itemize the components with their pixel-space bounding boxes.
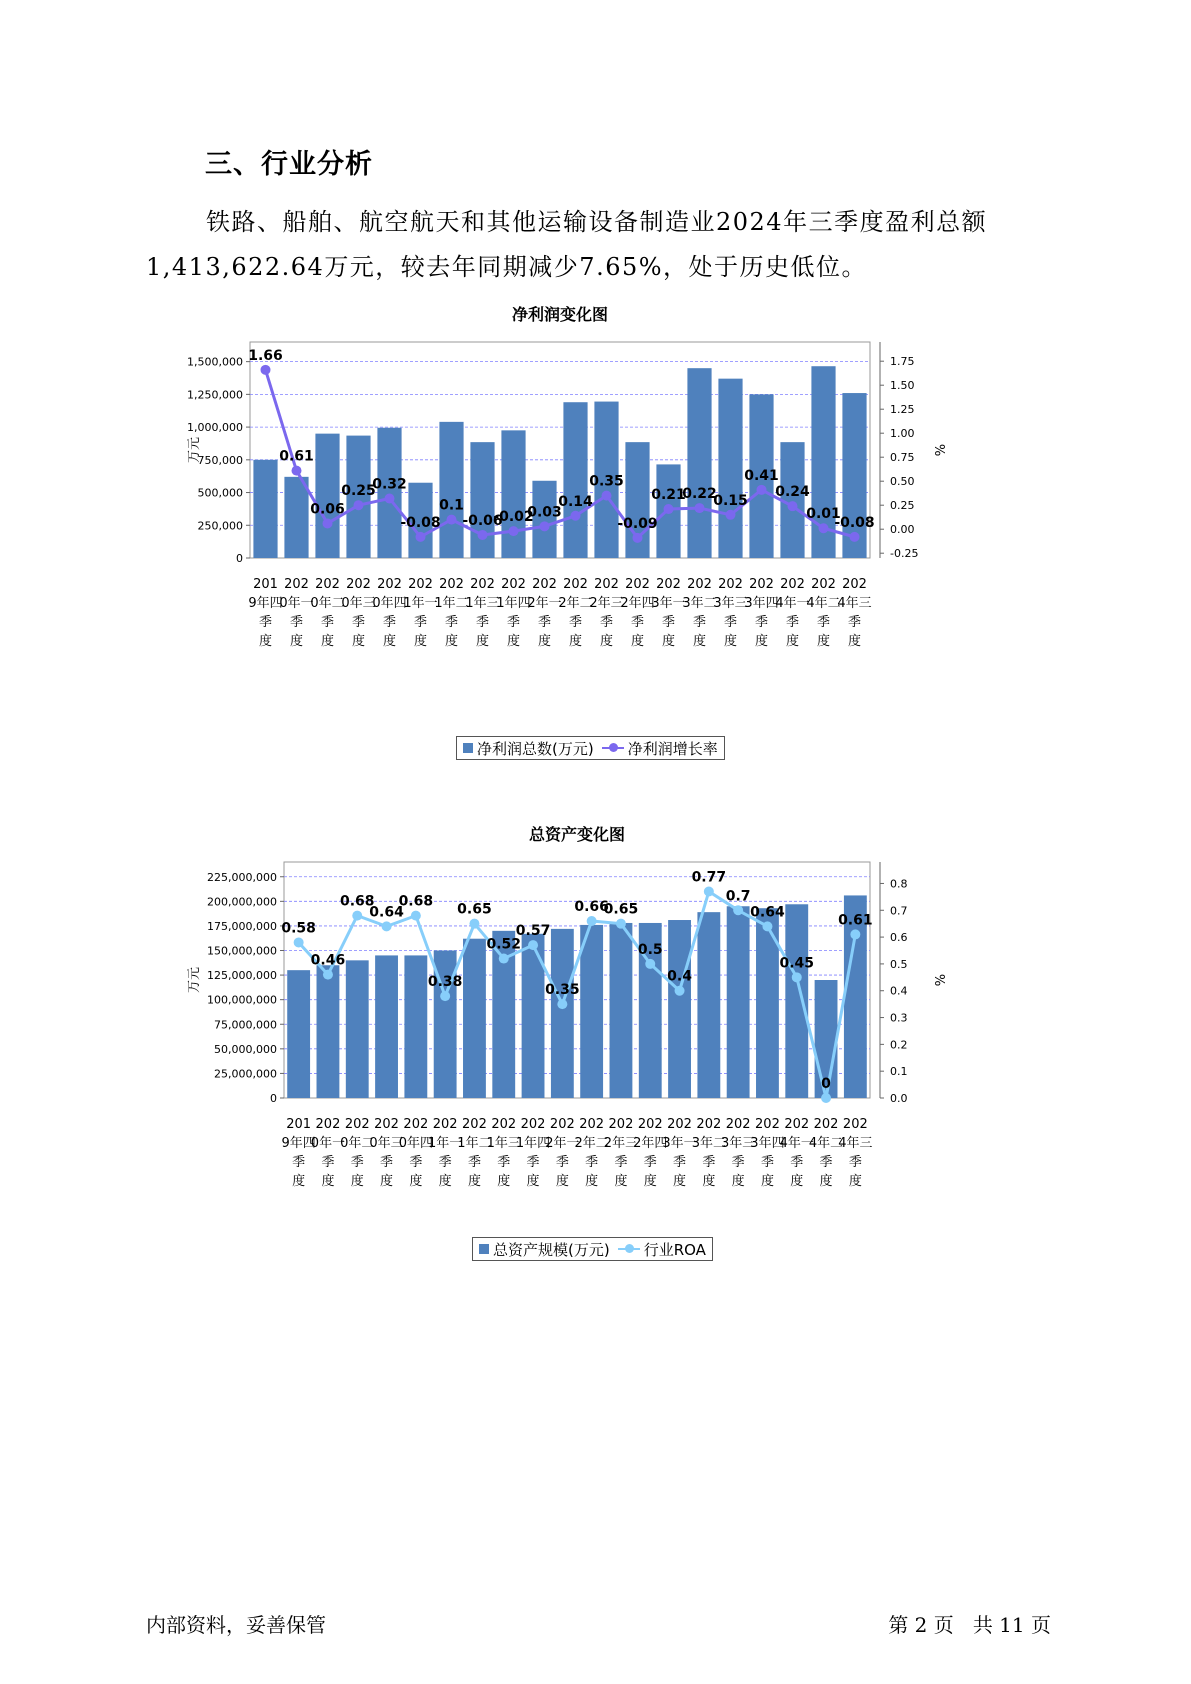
bar: [253, 460, 277, 558]
data-label: 0.03: [527, 504, 562, 521]
line-point: [616, 919, 626, 929]
data-label: 0.58: [281, 920, 316, 937]
bar: [404, 955, 427, 1098]
data-label: -0.09: [617, 515, 658, 532]
legend-line-label: 行业ROA: [643, 1240, 706, 1259]
bar: [563, 402, 587, 558]
line-point: [509, 526, 519, 536]
x-tick-label: 202 0年三季度: [369, 1117, 404, 1189]
bar: [315, 434, 339, 558]
analysis-paragraph: 铁路、船舶、航空航天和其他运输设备制造业2024年三季度盈利总额1,413,622.64万元，较去年同期减少7.65%，处于历史低位。: [146, 208, 988, 281]
data-label: 0.15: [713, 492, 748, 509]
x-tick-label: 202 1年四季度: [496, 577, 531, 649]
line-point: [733, 905, 743, 915]
data-label: 0.64: [369, 904, 404, 921]
x-tick-label: 202 3年二季度: [691, 1117, 726, 1189]
line-point: [762, 921, 772, 931]
line-point: [528, 940, 538, 950]
section-title: 三、行业分析: [205, 149, 373, 180]
line-point: [478, 530, 488, 540]
data-label: 0.64: [750, 904, 785, 921]
y-tick-label: 175,000,000: [207, 919, 277, 933]
y2-axis-title: %: [934, 443, 949, 457]
line-point: [292, 466, 302, 476]
bar: [463, 939, 486, 1098]
bar: [610, 923, 633, 1098]
y2-tick-label: 0.00: [890, 523, 915, 537]
y-axis-title: 万元: [187, 966, 202, 994]
line-point: [382, 921, 392, 931]
data-label: 0.61: [279, 448, 314, 465]
data-label: 0.65: [457, 901, 492, 918]
bar: [470, 442, 494, 558]
x-tick-label: 202 2年三季度: [603, 1117, 639, 1189]
y2-tick-label: 0.50: [890, 475, 915, 489]
y2-tick-label: 0.7: [890, 904, 908, 918]
line-point: [850, 929, 860, 939]
bar: [785, 904, 808, 1098]
bar: [687, 368, 711, 558]
line-point: [385, 493, 395, 503]
legend-line-label: 净利润增长率: [627, 739, 718, 758]
data-label: 0.32: [372, 476, 407, 493]
data-label: 1.66: [248, 347, 283, 364]
y-tick-label: 150,000,000: [207, 944, 277, 958]
line-point: [354, 500, 364, 510]
x-tick-label: 202 0年一季度: [279, 577, 314, 649]
bar: [375, 955, 398, 1098]
line-point: [557, 999, 567, 1009]
y-tick-label: 0: [236, 552, 243, 565]
chart-title: 总资产变化图: [528, 825, 626, 844]
x-tick-label: 202 4年三季度: [837, 577, 872, 649]
x-tick-label: 202 3年一季度: [662, 1117, 697, 1189]
x-tick-label: 202 4年一季度: [775, 577, 810, 649]
line-point: [788, 501, 798, 511]
line-point: [261, 365, 271, 375]
line-point: [726, 510, 736, 520]
bar: [727, 906, 750, 1098]
x-tick-label: 202 0年四季度: [398, 1117, 433, 1189]
net-profit-chart: [180, 300, 1010, 720]
x-tick-label: 202 3年三季度: [721, 1117, 756, 1189]
data-label: 0.5: [637, 941, 663, 958]
line-point: [850, 532, 860, 542]
y-tick-label: 1,500,000: [187, 355, 243, 369]
line-point: [664, 504, 674, 514]
y2-tick-label: 0.8: [890, 877, 908, 891]
y-tick-label: 100,000,000: [207, 993, 277, 1007]
bar: [718, 379, 742, 558]
data-label: 0.06: [310, 501, 345, 518]
data-label: 0.68: [339, 893, 375, 910]
x-tick-label: 202 4年三季度: [838, 1117, 873, 1189]
line-point: [602, 491, 612, 501]
data-label: 0: [821, 1076, 831, 1092]
y2-tick-label: 0.6: [890, 931, 908, 945]
line-point: [633, 533, 643, 543]
bar: [697, 912, 720, 1098]
data-label: 0.7: [725, 888, 751, 905]
bar: [668, 920, 691, 1098]
y-axis-title: 万元: [187, 436, 202, 464]
line-point: [352, 911, 362, 921]
y2-tick-label: 1.75: [890, 355, 915, 369]
y2-tick-label: 0.4: [890, 984, 908, 998]
x-tick-label: 202 2年四季度: [633, 1117, 668, 1189]
line-point: [416, 532, 426, 542]
data-label: 0.66: [574, 899, 609, 915]
x-tick-label: 202 2年二季度: [558, 577, 593, 649]
x-tick-label: 202 3年三季度: [713, 577, 748, 649]
x-tick-label: 202 1年二季度: [457, 1117, 492, 1189]
data-label: 0.52: [486, 936, 522, 953]
legend-bar-label: 总资产规模(万元): [493, 1240, 610, 1259]
line-point: [540, 521, 550, 531]
y-tick-label: 500,000: [197, 486, 243, 500]
total-assets-chart: [180, 820, 1010, 1240]
y2-tick-label: 1.25: [890, 403, 915, 417]
net-profit-chart-svg: [180, 300, 1010, 720]
data-label: 0.21: [651, 487, 686, 504]
line-point: [704, 887, 714, 897]
y2-tick-label: 0.25: [890, 499, 915, 513]
bar: [287, 970, 310, 1098]
line-point: [695, 503, 705, 513]
bar: [317, 965, 340, 1098]
data-label: 0.45: [779, 955, 815, 972]
x-tick-label: 202 2年二季度: [574, 1117, 609, 1189]
y-tick-label: 250,000: [197, 519, 243, 533]
x-tick-label: 202 3年二季度: [682, 577, 717, 649]
legend-line-swatch: [618, 1248, 640, 1250]
data-label: 0.22: [682, 486, 717, 503]
total-assets-chart-svg: [180, 820, 1010, 1240]
bar: [284, 477, 308, 558]
x-tick-label: 202 3年一季度: [651, 577, 686, 649]
x-tick-label: 202 3年四季度: [744, 577, 779, 649]
legend-bar-label: 净利润总数(万元): [477, 739, 594, 758]
data-label: 0.35: [545, 982, 580, 999]
x-tick-label: 202 0年二季度: [340, 1117, 375, 1189]
bar: [551, 929, 574, 1098]
line-point: [323, 518, 333, 528]
line-point: [294, 937, 304, 947]
legend-bar-swatch: [463, 743, 473, 753]
legend-bar-swatch: [479, 1244, 489, 1254]
line-point: [675, 986, 685, 996]
y2-tick-label: 1.50: [890, 379, 915, 393]
y2-tick-label: 0.0: [890, 1092, 908, 1105]
x-tick-label: 202 1年二季度: [434, 577, 469, 649]
y-tick-label: 200,000,000: [207, 895, 277, 909]
x-tick-label: 202 1年四季度: [515, 1117, 551, 1189]
line-point: [792, 972, 802, 982]
bar: [377, 428, 401, 558]
y-tick-label: 1,250,000: [187, 388, 243, 402]
data-label: 0.77: [691, 869, 727, 886]
x-tick-label: 202 4年一季度: [779, 1117, 814, 1189]
x-tick-label: 202 0年四季度: [372, 577, 407, 649]
data-label: 0.68: [398, 893, 434, 910]
y-tick-label: 225,000,000: [207, 870, 277, 884]
x-tick-label: 201 9年四季度: [281, 1117, 316, 1189]
line-point: [440, 991, 450, 1001]
line-point: [499, 954, 509, 964]
x-tick-label: 202 0年三季度: [341, 577, 376, 649]
x-tick-label: 202 0年二季度: [310, 577, 345, 649]
x-tick-label: 202 2年一季度: [545, 1117, 580, 1189]
total-assets-legend: [472, 1237, 713, 1261]
line-point: [587, 916, 597, 926]
data-label: 0.4: [667, 968, 692, 985]
bar: [501, 430, 525, 558]
x-tick-label: 202 3年四季度: [750, 1117, 785, 1189]
net-profit-legend: [456, 736, 725, 760]
data-label: -0.06: [462, 512, 503, 529]
line-point: [469, 919, 479, 929]
y2-tick-label: 0.3: [890, 1011, 908, 1025]
data-label: 0.57: [515, 923, 551, 940]
data-label: -0.08: [834, 514, 875, 531]
line-point: [819, 523, 829, 533]
y2-tick-label: 0.1: [890, 1065, 908, 1079]
data-label: -0.02: [493, 509, 534, 526]
data-label: 0.25: [341, 483, 376, 500]
line-point: [411, 911, 421, 921]
x-tick-label: 202 1年一季度: [428, 1117, 463, 1189]
line-point: [821, 1093, 831, 1103]
chart-title: 净利润变化图: [511, 305, 609, 324]
y-tick-label: 750,000: [197, 453, 243, 467]
y-tick-label: 50,000,000: [214, 1042, 277, 1056]
data-label: 0.01: [806, 506, 841, 523]
line-point: [757, 485, 767, 495]
y2-tick-label: 1.00: [890, 427, 915, 441]
data-label: 0.24: [775, 484, 810, 501]
line-point: [571, 511, 581, 521]
bar: [346, 960, 369, 1098]
x-tick-label: 202 1年三季度: [465, 577, 500, 649]
x-tick-label: 201 9年四季度: [248, 577, 283, 649]
x-tick-label: 202 2年三季度: [589, 577, 624, 649]
x-tick-label: 202 0年一季度: [310, 1117, 346, 1189]
y-tick-label: 75,000,000: [214, 1018, 277, 1032]
footer-confidential: 内部资料，妥善保管: [146, 1613, 326, 1637]
line-point: [447, 515, 457, 525]
y2-tick-label: 0.5: [890, 957, 908, 971]
x-tick-label: 202 1年一季度: [403, 577, 438, 649]
x-tick-label: 202 1年三季度: [486, 1117, 521, 1189]
bar: [580, 925, 603, 1098]
x-tick-label: 202 4年二季度: [806, 577, 841, 649]
data-label: 0.1: [439, 497, 464, 514]
data-label: 0.14: [558, 493, 593, 510]
line-point: [645, 959, 655, 969]
y-tick-label: 0: [270, 1092, 277, 1105]
y2-tick-label: 0.75: [890, 451, 915, 465]
data-label: 0.61: [838, 912, 873, 929]
y2-axis-title: %: [934, 973, 949, 987]
bar: [439, 422, 463, 558]
line-point: [323, 970, 333, 980]
y2-tick-label: 0.2: [890, 1038, 908, 1052]
y-tick-label: 1,000,000: [187, 421, 243, 435]
x-tick-label: 202 2年四季度: [620, 577, 655, 649]
y-tick-label: 125,000,000: [207, 969, 277, 983]
bar: [756, 908, 779, 1098]
data-label: 0.46: [310, 952, 346, 969]
data-label: 0.65: [603, 901, 639, 918]
legend-line-swatch: [602, 747, 624, 749]
data-label: 0.38: [427, 974, 463, 991]
data-label: 0.35: [589, 473, 624, 490]
y2-tick-label: -0.25: [890, 547, 919, 561]
footer-page-number: 第 2 页 共 11 页: [888, 1613, 1051, 1637]
data-label: -0.08: [400, 514, 441, 531]
data-label: 0.41: [744, 467, 779, 484]
x-tick-label: 202 2年一季度: [527, 577, 562, 649]
x-tick-label: 202 4年二季度: [808, 1117, 844, 1189]
y-tick-label: 25,000,000: [214, 1067, 277, 1081]
